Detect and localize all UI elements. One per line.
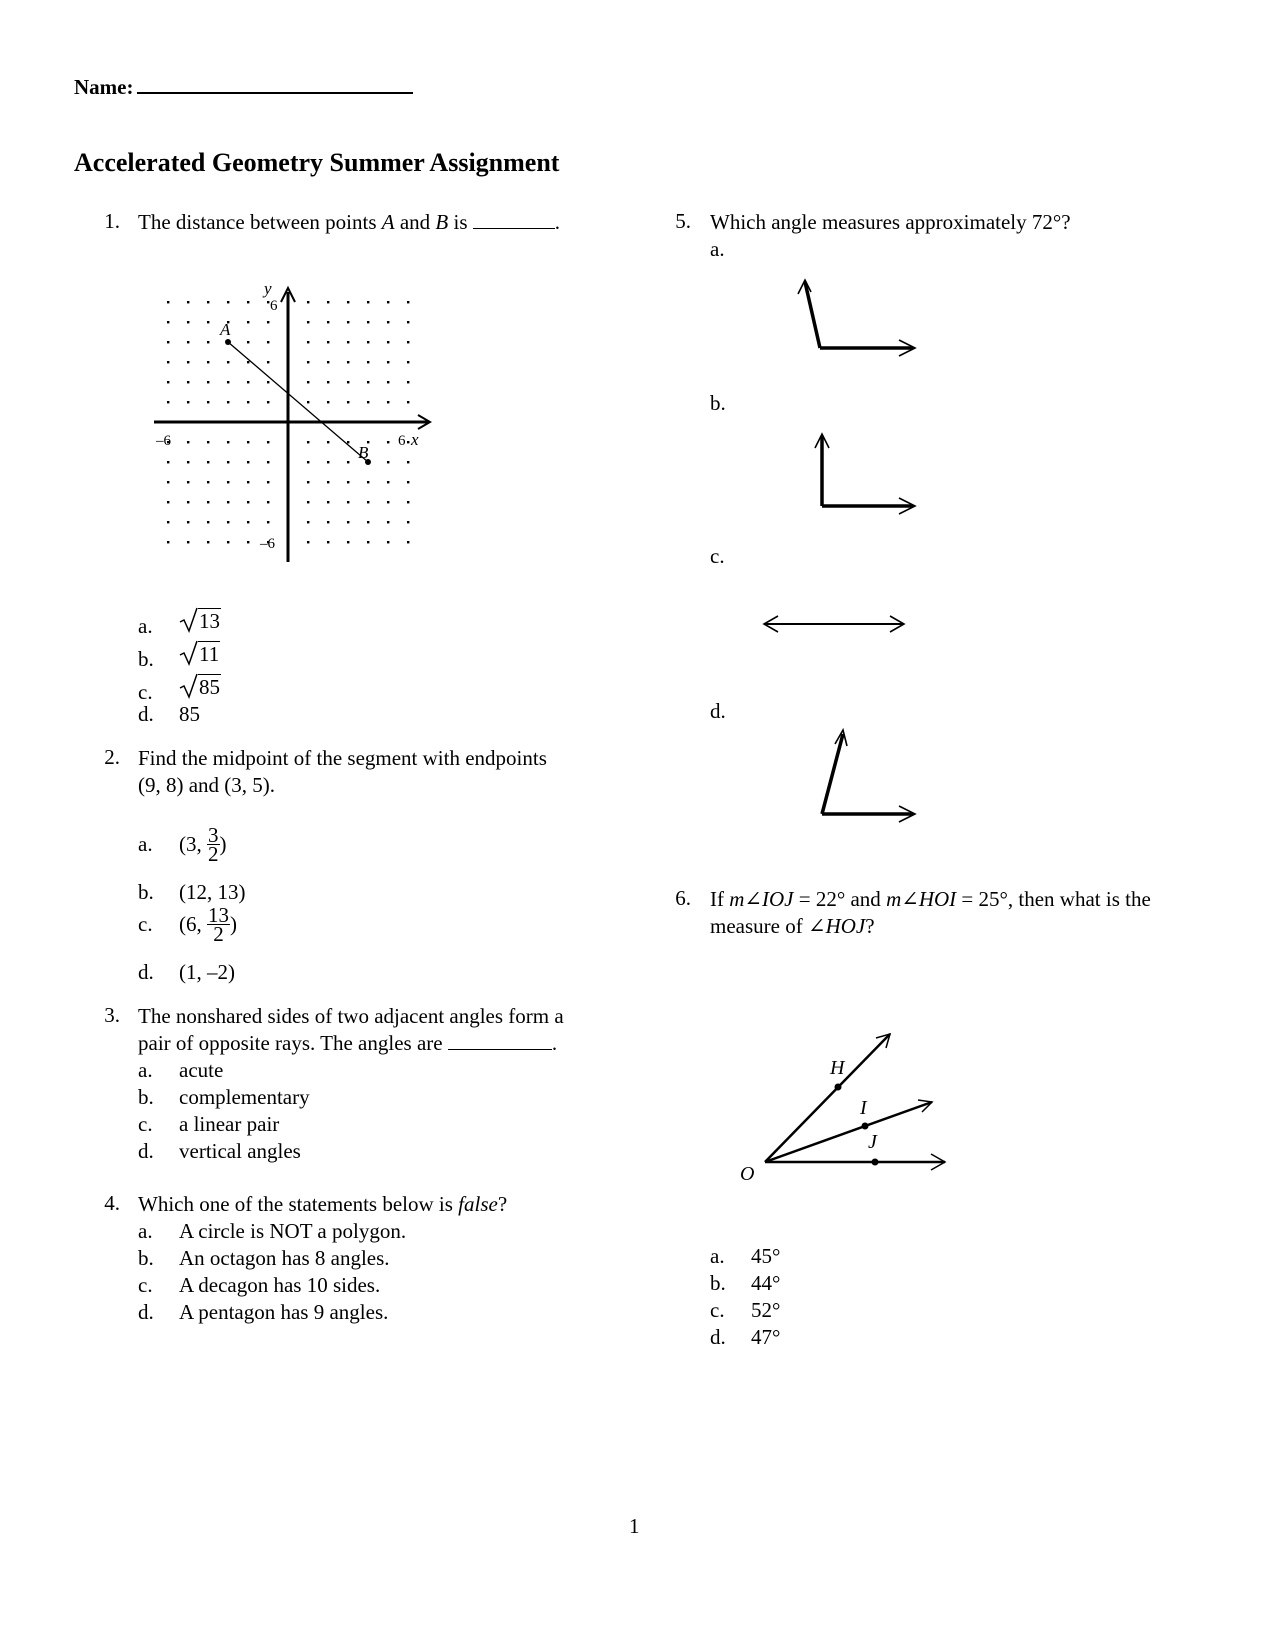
grid-dot	[387, 361, 389, 363]
grid-dot	[267, 521, 269, 523]
grid-dot	[267, 441, 269, 443]
q4-number: 4.	[104, 1191, 120, 1215]
grid-dot	[167, 501, 169, 503]
q6-choice-c[interactable]: c. 52°	[710, 1298, 781, 1322]
q5-text: Which angle measures approximately 72°?	[710, 210, 1071, 234]
grid-dot	[387, 341, 389, 343]
grid-dot	[207, 501, 209, 503]
grid-dot	[247, 321, 249, 323]
q1-y-label: y	[264, 282, 272, 298]
grid-dot	[227, 521, 229, 523]
grid-dot	[187, 321, 189, 323]
grid-dot	[167, 321, 169, 323]
grid-dot	[247, 441, 249, 443]
grid-dot	[387, 521, 389, 523]
q6-choice-b[interactable]: b. 44°	[710, 1271, 781, 1295]
q6-label-o: O	[740, 1163, 755, 1185]
grid-dot	[327, 501, 329, 503]
name-field	[74, 74, 413, 100]
q1-y-bottom-tick: –6	[260, 536, 275, 552]
grid-dot	[227, 441, 229, 443]
grid-dot	[327, 541, 329, 543]
grid-dot	[167, 361, 169, 363]
grid-dot	[167, 401, 169, 403]
q5-choice-a-angle[interactable]	[795, 272, 925, 362]
grid-dot	[207, 301, 209, 303]
grid-dot	[247, 461, 249, 463]
grid-dot	[167, 541, 169, 543]
q3-choice-c[interactable]: c. a linear pair	[138, 1112, 280, 1136]
grid-dot	[367, 341, 369, 343]
grid-dot	[327, 521, 329, 523]
grid-dot	[327, 341, 329, 343]
grid-dot	[227, 501, 229, 503]
q4-choice-a[interactable]: a. A circle is NOT a polygon.	[138, 1219, 407, 1243]
grid-dot	[347, 441, 349, 443]
grid-dot	[187, 361, 189, 363]
q1-label-a: A	[220, 320, 231, 339]
q4-choice-b[interactable]: b. An octagon has 8 angles.	[138, 1246, 390, 1270]
q2-number: 2.	[104, 745, 120, 769]
grid-dot	[207, 441, 209, 443]
grid-dot	[347, 381, 349, 383]
grid-dot	[347, 461, 349, 463]
grid-dot	[187, 501, 189, 503]
q3-blank	[448, 1033, 552, 1050]
grid-dot	[167, 521, 169, 523]
grid-dot	[187, 521, 189, 523]
q2-choice-d[interactable]: d. (1, –2)	[138, 960, 235, 984]
grid-dot	[307, 441, 309, 443]
q1-x-left-tick: –6	[156, 433, 171, 449]
grid-dot	[387, 461, 389, 463]
grid-dot	[187, 341, 189, 343]
q4-choices	[138, 1218, 406, 1326]
grid-dot	[347, 541, 349, 543]
q6-number: 6.	[675, 886, 691, 910]
grid-dot	[247, 361, 249, 363]
grid-dot	[407, 321, 409, 323]
grid-dot	[267, 481, 269, 483]
grid-dot	[187, 301, 189, 303]
q2-choice-b[interactable]: b. (12, 13)	[138, 880, 246, 904]
grid-dot	[167, 341, 169, 343]
grid-dot	[307, 301, 309, 303]
q5-choice-d-label[interactable]: d.	[710, 699, 726, 723]
grid-dot	[407, 341, 409, 343]
q6-angle-diagram	[730, 1030, 950, 1190]
q1-coordinate-graph	[148, 282, 448, 582]
q1-x-right-tick: 6	[398, 433, 406, 449]
q6-choice-d[interactable]: d. 47°	[710, 1325, 781, 1349]
q1-choice-d[interactable]: d. 85	[138, 702, 200, 726]
grid-dot	[207, 401, 209, 403]
grid-dot	[267, 321, 269, 323]
grid-dot	[387, 441, 389, 443]
grid-dot	[347, 481, 349, 483]
q5-choice-c-label[interactable]: c.	[710, 544, 725, 568]
grid-dot	[207, 381, 209, 383]
grid-dot	[267, 381, 269, 383]
page-number: 1	[629, 1514, 640, 1538]
grid-dot	[347, 301, 349, 303]
grid-dot	[327, 301, 329, 303]
q1-y-top-tick: 6	[270, 298, 278, 314]
grid-dot	[407, 301, 409, 303]
grid-dot	[247, 301, 249, 303]
q5-choice-d-angle[interactable]	[795, 724, 925, 828]
q3-text: The nonshared sides of two adjacent angles form a pair of opposite rays. The angles are .	[138, 1004, 564, 1055]
grid-dot	[387, 321, 389, 323]
grid-dot	[227, 481, 229, 483]
grid-dot	[207, 481, 209, 483]
name-blank	[137, 74, 413, 94]
q6-ray-oi	[765, 1102, 932, 1162]
grid-dot	[347, 401, 349, 403]
grid-dot	[227, 541, 229, 543]
q6-label-j: J	[868, 1131, 877, 1153]
q5-choice-a-label[interactable]: a.	[710, 237, 725, 261]
q1-x-label: x	[411, 430, 419, 449]
grid-dot	[327, 381, 329, 383]
q3-choice-a[interactable]: a. acute	[138, 1058, 224, 1082]
q1-choice-b[interactable]: b. 11	[138, 642, 220, 671]
grid-dot	[407, 401, 409, 403]
grid-dot	[247, 341, 249, 343]
grid-dot	[267, 341, 269, 343]
q3-number: 3.	[104, 1003, 120, 1027]
grid-dot	[247, 521, 249, 523]
grid-dot	[167, 301, 169, 303]
q3-choice-d[interactable]: d. vertical angles	[138, 1139, 301, 1163]
grid-dot	[307, 481, 309, 483]
grid-dot	[307, 341, 309, 343]
q3-choice-b[interactable]: b. complementary	[138, 1085, 310, 1109]
grid-dot	[367, 541, 369, 543]
grid-dot	[307, 501, 309, 503]
grid-dot	[227, 301, 229, 303]
grid-dot	[267, 461, 269, 463]
grid-dot	[307, 401, 309, 403]
grid-dot	[307, 521, 309, 523]
q6-label-i: I	[860, 1097, 867, 1119]
grid-dot	[327, 441, 329, 443]
q2-choice-a[interactable]: a. (3, $\frac{3}{2}$ )	[138, 823, 227, 866]
grid-dot	[307, 541, 309, 543]
q4-choice-d[interactable]: d. A pentagon has 9 angles.	[138, 1300, 389, 1324]
grid-dot	[367, 381, 369, 383]
grid-dot	[407, 361, 409, 363]
grid-dot	[367, 501, 369, 503]
grid-dot	[407, 481, 409, 483]
grid-dot	[387, 401, 389, 403]
name-label: Name:	[74, 75, 134, 99]
q1-choice-c[interactable]: c. 85	[138, 675, 220, 704]
grid-dot	[347, 501, 349, 503]
grid-dot	[387, 301, 389, 303]
q1-text: The distance between points A and B is .	[138, 210, 561, 234]
grid-dot	[207, 521, 209, 523]
grid-dot	[387, 381, 389, 383]
grid-dot	[247, 381, 249, 383]
q1-label-b: B	[358, 443, 369, 462]
grid-dot	[387, 541, 389, 543]
grid-dot	[247, 541, 249, 543]
q5-choice-b-label[interactable]: b.	[710, 391, 726, 415]
grid-dot	[407, 521, 409, 523]
grid-dot	[307, 361, 309, 363]
grid-dot	[187, 401, 189, 403]
grid-dot	[327, 481, 329, 483]
grid-dot	[327, 321, 329, 323]
grid-dot	[227, 381, 229, 383]
grid-dot	[207, 461, 209, 463]
q4-choice-c[interactable]: c. A decagon has 10 sides.	[138, 1273, 381, 1297]
grid-dot	[247, 481, 249, 483]
grid-dot	[187, 461, 189, 463]
q6-choice-a[interactable]: a. 45°	[710, 1244, 781, 1268]
grid-dot	[347, 361, 349, 363]
q6-label-h: H	[830, 1057, 845, 1079]
q2-choice-c[interactable]: c. (6, $\frac{13}{2}$ )	[138, 903, 237, 946]
grid-dot	[167, 481, 169, 483]
q5-choice-b-angle[interactable]	[795, 428, 925, 518]
grid-dot	[347, 521, 349, 523]
grid-dot	[167, 461, 169, 463]
grid-dot	[407, 541, 409, 543]
grid-dot	[247, 401, 249, 403]
grid-dot	[307, 461, 309, 463]
grid-dot	[267, 401, 269, 403]
grid-dot	[367, 521, 369, 523]
grid-dot	[347, 341, 349, 343]
grid-dot	[167, 381, 169, 383]
grid-dot	[367, 401, 369, 403]
grid-dot	[207, 361, 209, 363]
grid-dot	[307, 321, 309, 323]
grid-dot	[247, 501, 249, 503]
grid-dot	[267, 361, 269, 363]
q1-point-a: A	[381, 210, 395, 234]
q1-blank	[473, 212, 555, 229]
grid-dot	[187, 441, 189, 443]
grid-dot	[407, 461, 409, 463]
q3-choices	[138, 1057, 310, 1165]
grid-dot	[367, 301, 369, 303]
q5-number: 5.	[675, 209, 691, 233]
q5-choice-c-line[interactable]	[760, 612, 910, 636]
grid-dot	[347, 321, 349, 323]
grid-dot	[207, 541, 209, 543]
page-title: Accelerated Geometry Summer Assignment	[74, 148, 560, 177]
grid-dot	[327, 361, 329, 363]
grid-dot	[327, 461, 329, 463]
grid-dot	[367, 481, 369, 483]
q1-choice-a[interactable]: a. 13	[138, 609, 220, 638]
grid-dot	[227, 401, 229, 403]
grid-dot	[307, 381, 309, 383]
grid-dot	[227, 461, 229, 463]
grid-dot	[227, 361, 229, 363]
grid-dot	[387, 481, 389, 483]
grid-dot	[367, 321, 369, 323]
q6-choices	[710, 1243, 780, 1351]
q4-text: Which one of the statements below is false?	[138, 1192, 508, 1216]
q1-point-b: B	[435, 210, 449, 234]
q6-text: If m∠IOJ = 22° and m∠HOI = 25°, then what is the measure of ∠HOJ?	[710, 887, 1151, 938]
grid-dot	[327, 401, 329, 403]
grid-dot	[187, 381, 189, 383]
grid-dot	[207, 341, 209, 343]
grid-dot	[407, 501, 409, 503]
q1-number: 1.	[104, 209, 120, 233]
q1-point-a-dot	[225, 339, 231, 345]
grid-dot	[187, 481, 189, 483]
q2-text: Find the midpoint of the segment with endpoints (9, 8) and (3, 5).	[138, 746, 547, 797]
grid-dot	[407, 441, 409, 443]
grid-dot	[207, 321, 209, 323]
grid-dot	[387, 501, 389, 503]
grid-dot	[367, 361, 369, 363]
grid-dot	[407, 381, 409, 383]
grid-dot	[187, 541, 189, 543]
grid-dot	[267, 501, 269, 503]
